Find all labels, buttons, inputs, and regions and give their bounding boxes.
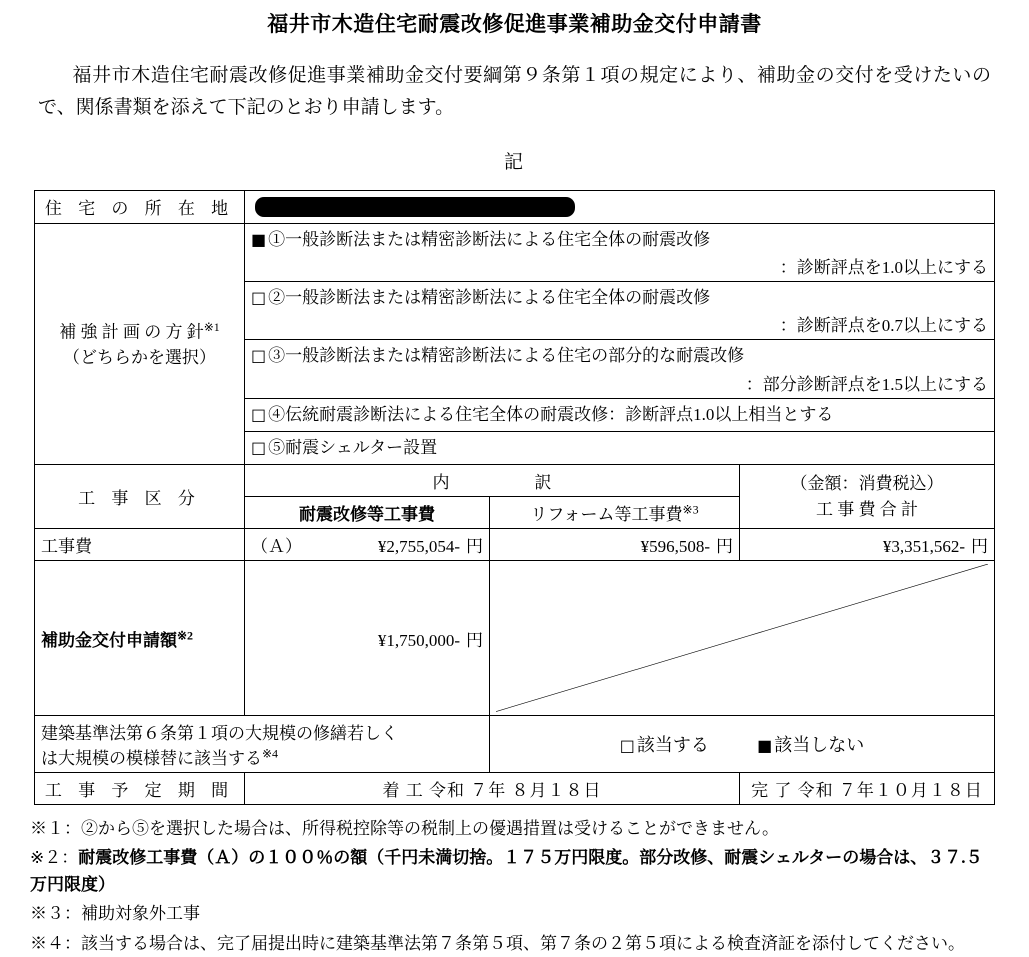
building-standard-sup: ※4 [261,746,279,761]
footnote-1 [30,815,999,842]
building-standard-no[interactable] [757,731,864,757]
plan-option-1-text: ①一般診断法または精密診断法による住宅全体の耐震改修 [268,229,711,249]
building-standard-yes-label: 該当する [636,734,709,755]
a-mark: （Ａ） [250,537,302,557]
plan-option-2-text: ②一般診断法または精密診断法による住宅全体の耐震改修 [268,287,711,307]
period-end[interactable]: 完 了 令和 ７年１０月１８日 [739,772,994,804]
table-row-building-standard [34,715,994,772]
plan-label-line1: 補 強 計 画 の 方 針 [59,322,204,342]
footnote-3-prefix: ※３： [30,904,81,924]
checkbox-empty-icon[interactable]: □ [250,346,267,366]
address-label: 住 宅 の 所 在 地 [34,190,244,223]
building-standard-yes[interactable] [620,731,709,757]
plan-option-2-sub: ：診断評点を0.7以上にする [779,316,988,336]
work-division-label: 工 事 区 分 [34,465,244,529]
application-table [34,190,995,805]
construction-cost-total-value: ¥3,351,562- [882,537,965,557]
table-row-address [34,190,994,223]
subsidy-strikethrough-cell [489,561,994,716]
footnote-4-text: 該当する場合は、完了届提出時に建築基準法第７条第５項、第７条の２第５項による検査済証を添付してください。 [81,933,965,953]
period-label: 工 事 予 定 期 間 [34,772,244,804]
plan-option-4-text-row [251,402,988,428]
subsidy-label [34,561,244,716]
table-row-period [34,772,994,804]
construction-cost-label: 工事費 [34,529,244,561]
plan-option-2[interactable] [244,281,994,339]
plan-option-2-text-row [251,285,988,311]
footnote-3 [30,900,999,927]
diagonal-line-icon [496,564,988,712]
footnote-2-prefix: ※２： [30,848,79,868]
footnote-4 [30,930,999,957]
intro-text: 福井市木造住宅耐震改修促進事業補助金交付要綱第９条第１項の規定により、補助金の交付を受けたいので、関係書類を添えて下記のとおり申請します。 [38,65,991,119]
footnote-1-prefix: ※１： [30,818,81,838]
column-reform-text: リフォーム等工事費 [530,505,683,525]
subsidy-amount[interactable] [244,561,489,716]
subsidy-label-sup: ※2 [176,627,194,642]
uchiwake-label: 内 訳 [244,465,739,497]
plan-option-1-text-row [251,227,988,253]
yen-unit: 円 [465,537,483,557]
redaction-bar [255,197,575,217]
table-row-construction-cost [34,529,994,561]
plan-option-5[interactable] [244,431,994,464]
total-header-line1: （金額：消費税込） [790,474,944,494]
construction-cost-taishin-value: ¥2,755,054- [377,537,460,557]
plan-option-1-sub: ：診断評点を1.0以上にする [779,257,988,277]
document-page [0,8,1029,953]
yen-unit: 円 [465,630,483,650]
construction-cost-taishin[interactable] [244,529,489,561]
total-header [739,465,994,529]
intro-paragraph [38,60,991,125]
plan-label-sup: ※1 [203,319,220,334]
yen-unit: 円 [715,537,733,557]
building-standard-line1: 建築基準法第６条第１項の大規模の修繕若しく [40,723,398,743]
plan-label-line2: （どちらかを選択） [62,347,216,367]
plan-option-5-text: ⑤耐震シェルター設置 [268,437,438,457]
footnote-3-text: 補助対象外工事 [81,904,200,924]
construction-cost-reform[interactable] [489,529,739,561]
plan-option-1[interactable] [244,223,994,281]
building-standard-choices [489,715,994,772]
checkbox-filled-icon[interactable]: ■ [250,229,267,249]
footnotes [30,815,999,957]
checkbox-empty-icon[interactable]: □ [250,437,267,457]
column-reform-sup: ※3 [682,502,699,517]
plan-option-5-text-row [251,435,988,461]
checkbox-empty-icon[interactable]: □ [250,404,267,424]
period-start[interactable]: 着 工 令和 ７年 ８月１８日 [244,772,739,804]
subsidy-label-text: 補助金交付申請額 [40,630,177,650]
column-reform-label [489,497,739,529]
total-header-line2: 工 事 費 合 計 [815,499,918,519]
construction-cost-reform-value: ¥596,508- [640,537,710,557]
footnote-2 [30,844,999,898]
checkbox-filled-icon[interactable]: ■ [757,735,773,755]
building-standard-no-label: 該当しない [774,734,865,755]
plan-option-4-text: ④伝統耐震診断法による住宅全体の耐震改修：診断評点1.0以上相当とする [268,404,834,424]
table-row-subsidy [34,561,994,716]
building-standard-line2: は大規模の模様替に該当する [40,748,262,768]
plan-option-3[interactable] [244,340,994,398]
address-value-cell[interactable] [244,190,994,223]
subsidy-amount-value: ¥1,750,000- [377,630,460,650]
building-standard-label [34,715,489,772]
plan-option-3-text: ③一般診断法または精密診断法による住宅の部分的な耐震改修 [268,346,745,366]
column-taishin-label: 耐震改修等工事費 [244,497,489,529]
yen-unit: 円 [971,537,988,557]
footnote-2-text: 耐震改修工事費（Ａ）の１００％の額（千円未満切捨。１７５万円限度。部分改修、耐震シェルターの場合は、３７.５万円限度） [30,848,983,895]
ki-marker: 記 [503,151,525,173]
plan-option-3-sub: ：部分診断評点を1.5以上にする [745,374,988,394]
plan-option-3-text-row [251,343,988,369]
construction-cost-total[interactable] [739,529,994,561]
footnote-4-prefix: ※４： [30,933,81,953]
checkbox-empty-icon[interactable]: □ [250,287,267,307]
table-row-plan [34,223,994,281]
table-row-work-division-head [34,465,994,497]
checkbox-empty-icon[interactable]: □ [619,735,635,755]
page-title: 福井市木造住宅耐震改修促進事業補助金交付申請書 [267,12,762,36]
footnote-1-text: ②から⑤を選択した場合は、所得税控除等の税制上の優遇措置は受けることができません。 [81,818,780,838]
plan-label [34,223,244,465]
plan-option-4[interactable] [244,398,994,431]
